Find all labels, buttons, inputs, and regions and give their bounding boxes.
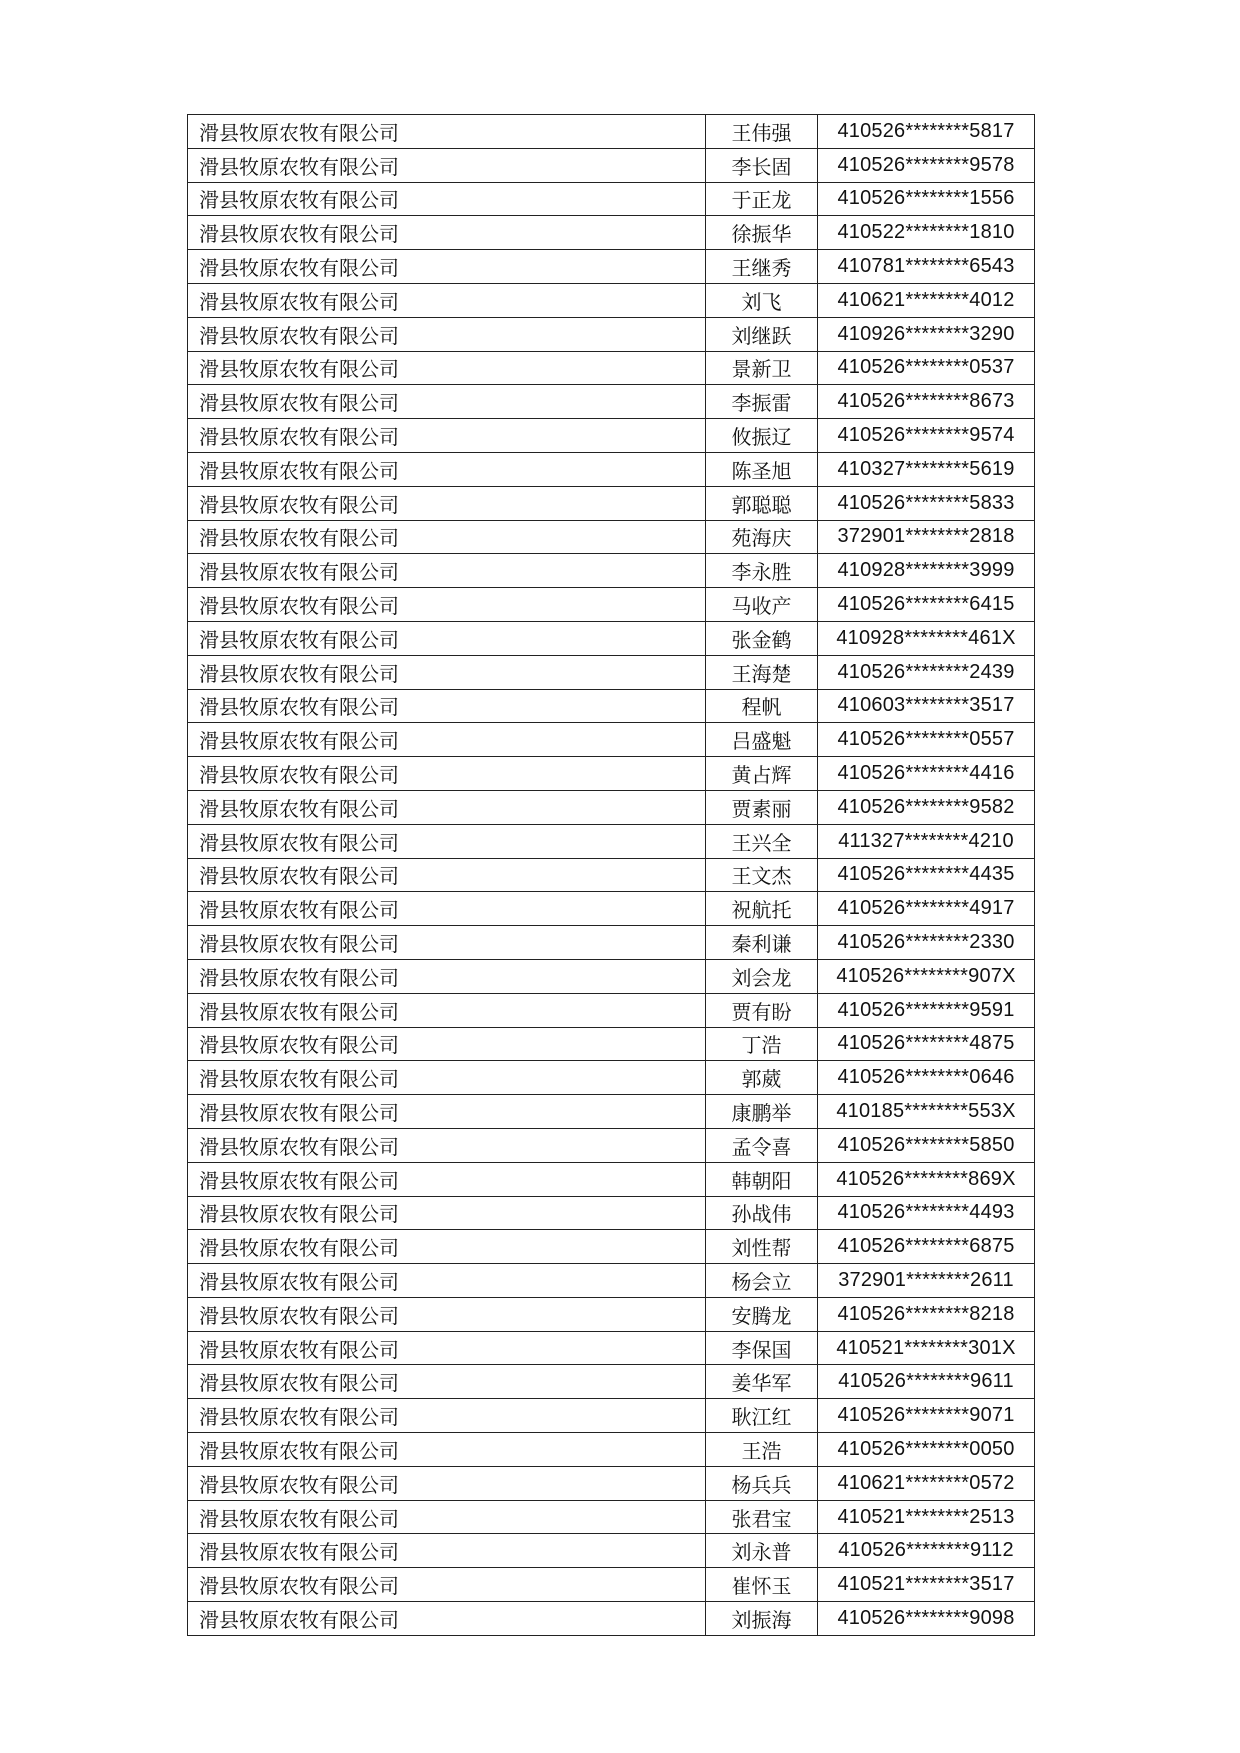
company-cell: 滑县牧原农牧有限公司 xyxy=(188,283,706,317)
company-cell: 滑县牧原农牧有限公司 xyxy=(188,1466,706,1500)
company-cell: 滑县牧原农牧有限公司 xyxy=(188,1264,706,1298)
table-row xyxy=(188,1500,1035,1534)
id-number-cell: 410526********9574 xyxy=(818,419,1035,453)
table-row xyxy=(188,182,1035,216)
company-cell: 滑县牧原农牧有限公司 xyxy=(188,1095,706,1129)
company-cell: 滑县牧原农牧有限公司 xyxy=(188,1534,706,1568)
company-cell: 滑县牧原农牧有限公司 xyxy=(188,1196,706,1230)
id-number-cell: 410526********4416 xyxy=(818,757,1035,791)
table-row xyxy=(188,790,1035,824)
id-number-cell: 410526********2330 xyxy=(818,926,1035,960)
table-row xyxy=(188,588,1035,622)
roster-table-body xyxy=(188,115,1035,1636)
company-cell: 滑县牧原农牧有限公司 xyxy=(188,351,706,385)
table-row xyxy=(188,520,1035,554)
table-row xyxy=(188,452,1035,486)
name-cell: 刘继跃 xyxy=(706,317,818,351)
name-cell: 孟令喜 xyxy=(706,1128,818,1162)
id-number-cell: 410621********0572 xyxy=(818,1466,1035,1500)
table-row xyxy=(188,148,1035,182)
company-cell: 滑县牧原农牧有限公司 xyxy=(188,554,706,588)
company-cell: 滑县牧原农牧有限公司 xyxy=(188,1365,706,1399)
name-cell: 李振雷 xyxy=(706,385,818,419)
name-cell: 贾有盼 xyxy=(706,993,818,1027)
id-number-cell: 410526********6415 xyxy=(818,588,1035,622)
name-cell: 王海楚 xyxy=(706,655,818,689)
name-cell: 刘会龙 xyxy=(706,959,818,993)
roster-table xyxy=(187,114,1035,1636)
id-number-cell: 410926********3290 xyxy=(818,317,1035,351)
company-cell: 滑县牧原农牧有限公司 xyxy=(188,1297,706,1331)
company-cell: 滑县牧原农牧有限公司 xyxy=(188,723,706,757)
company-cell: 滑县牧原农牧有限公司 xyxy=(188,419,706,453)
id-number-cell: 410526********5817 xyxy=(818,115,1035,149)
company-cell: 滑县牧原农牧有限公司 xyxy=(188,1027,706,1061)
id-number-cell: 410526********6875 xyxy=(818,1230,1035,1264)
company-cell: 滑县牧原农牧有限公司 xyxy=(188,1568,706,1602)
name-cell: 秦利谦 xyxy=(706,926,818,960)
id-number-cell: 372901********2818 xyxy=(818,520,1035,554)
name-cell: 郭聪聪 xyxy=(706,486,818,520)
id-number-cell: 410526********907X xyxy=(818,959,1035,993)
name-cell: 王浩 xyxy=(706,1433,818,1467)
company-cell: 滑县牧原农牧有限公司 xyxy=(188,1602,706,1636)
table-row xyxy=(188,1331,1035,1365)
table-row xyxy=(188,621,1035,655)
company-cell: 滑县牧原农牧有限公司 xyxy=(188,1162,706,1196)
table-row xyxy=(188,1602,1035,1636)
table-row xyxy=(188,1568,1035,1602)
id-number-cell: 410526********9582 xyxy=(818,790,1035,824)
name-cell: 景新卫 xyxy=(706,351,818,385)
company-cell: 滑县牧原农牧有限公司 xyxy=(188,892,706,926)
name-cell: 杨兵兵 xyxy=(706,1466,818,1500)
name-cell: 李长固 xyxy=(706,148,818,182)
table-row xyxy=(188,351,1035,385)
name-cell: 程帆 xyxy=(706,689,818,723)
table-row xyxy=(188,959,1035,993)
table-row xyxy=(188,1466,1035,1500)
table-row xyxy=(188,419,1035,453)
id-number-cell: 410526********9098 xyxy=(818,1602,1035,1636)
company-cell: 滑县牧原农牧有限公司 xyxy=(188,959,706,993)
name-cell: 孙战伟 xyxy=(706,1196,818,1230)
id-number-cell: 410526********5833 xyxy=(818,486,1035,520)
id-number-cell: 410526********8218 xyxy=(818,1297,1035,1331)
table-row xyxy=(188,554,1035,588)
table-row xyxy=(188,1230,1035,1264)
name-cell: 于正龙 xyxy=(706,182,818,216)
name-cell: 王伟强 xyxy=(706,115,818,149)
id-number-cell: 410526********4875 xyxy=(818,1027,1035,1061)
id-number-cell: 410526********2439 xyxy=(818,655,1035,689)
name-cell: 崔怀玉 xyxy=(706,1568,818,1602)
company-cell: 滑县牧原农牧有限公司 xyxy=(188,1433,706,1467)
table-row xyxy=(188,824,1035,858)
table-row xyxy=(188,283,1035,317)
company-cell: 滑县牧原农牧有限公司 xyxy=(188,486,706,520)
name-cell: 苑海庆 xyxy=(706,520,818,554)
name-cell: 陈圣旭 xyxy=(706,452,818,486)
company-cell: 滑县牧原农牧有限公司 xyxy=(188,588,706,622)
id-number-cell: 410603********3517 xyxy=(818,689,1035,723)
company-cell: 滑县牧原农牧有限公司 xyxy=(188,790,706,824)
name-cell: 姜华军 xyxy=(706,1365,818,1399)
table-row xyxy=(188,486,1035,520)
table-row xyxy=(188,689,1035,723)
name-cell: 祝航托 xyxy=(706,892,818,926)
company-cell: 滑县牧原农牧有限公司 xyxy=(188,757,706,791)
name-cell: 刘永普 xyxy=(706,1534,818,1568)
table-row xyxy=(188,1061,1035,1095)
company-cell: 滑县牧原农牧有限公司 xyxy=(188,1230,706,1264)
name-cell: 康鹏举 xyxy=(706,1095,818,1129)
id-number-cell: 410928********461X xyxy=(818,621,1035,655)
name-cell: 攸振辽 xyxy=(706,419,818,453)
company-cell: 滑县牧原农牧有限公司 xyxy=(188,1399,706,1433)
table-row xyxy=(188,1399,1035,1433)
id-number-cell: 410928********3999 xyxy=(818,554,1035,588)
name-cell: 刘飞 xyxy=(706,283,818,317)
table-row xyxy=(188,757,1035,791)
company-cell: 滑县牧原农牧有限公司 xyxy=(188,1128,706,1162)
name-cell: 张君宝 xyxy=(706,1500,818,1534)
table-row xyxy=(188,1534,1035,1568)
name-cell: 刘性帮 xyxy=(706,1230,818,1264)
id-number-cell: 410526********4435 xyxy=(818,858,1035,892)
company-cell: 滑县牧原农牧有限公司 xyxy=(188,520,706,554)
name-cell: 丁浩 xyxy=(706,1027,818,1061)
id-number-cell: 410526********9591 xyxy=(818,993,1035,1027)
company-cell: 滑县牧原农牧有限公司 xyxy=(188,993,706,1027)
id-number-cell: 410521********3517 xyxy=(818,1568,1035,1602)
company-cell: 滑县牧原农牧有限公司 xyxy=(188,182,706,216)
id-number-cell: 372901********2611 xyxy=(818,1264,1035,1298)
table-row xyxy=(188,317,1035,351)
table-row xyxy=(188,1027,1035,1061)
table-row xyxy=(188,1095,1035,1129)
company-cell: 滑县牧原农牧有限公司 xyxy=(188,148,706,182)
name-cell: 张金鹤 xyxy=(706,621,818,655)
company-cell: 滑县牧原农牧有限公司 xyxy=(188,655,706,689)
company-cell: 滑县牧原农牧有限公司 xyxy=(188,216,706,250)
id-number-cell: 410526********9611 xyxy=(818,1365,1035,1399)
table-row xyxy=(188,115,1035,149)
id-number-cell: 410526********0557 xyxy=(818,723,1035,757)
table-row xyxy=(188,858,1035,892)
company-cell: 滑县牧原农牧有限公司 xyxy=(188,926,706,960)
table-row xyxy=(188,1264,1035,1298)
table-row xyxy=(188,655,1035,689)
company-cell: 滑县牧原农牧有限公司 xyxy=(188,452,706,486)
name-cell: 杨会立 xyxy=(706,1264,818,1298)
table-row xyxy=(188,723,1035,757)
table-row xyxy=(188,250,1035,284)
table-row xyxy=(188,1297,1035,1331)
table-row xyxy=(188,216,1035,250)
id-number-cell: 410526********4493 xyxy=(818,1196,1035,1230)
table-row xyxy=(188,1162,1035,1196)
id-number-cell: 410526********869X xyxy=(818,1162,1035,1196)
table-row xyxy=(188,993,1035,1027)
table-row xyxy=(188,1196,1035,1230)
company-cell: 滑县牧原农牧有限公司 xyxy=(188,621,706,655)
table-row xyxy=(188,1365,1035,1399)
id-number-cell: 410526********0537 xyxy=(818,351,1035,385)
company-cell: 滑县牧原农牧有限公司 xyxy=(188,689,706,723)
id-number-cell: 410327********5619 xyxy=(818,452,1035,486)
company-cell: 滑县牧原农牧有限公司 xyxy=(188,250,706,284)
id-number-cell: 410621********4012 xyxy=(818,283,1035,317)
name-cell: 黄占辉 xyxy=(706,757,818,791)
id-number-cell: 410526********8673 xyxy=(818,385,1035,419)
company-cell: 滑县牧原农牧有限公司 xyxy=(188,385,706,419)
id-number-cell: 410521********301X xyxy=(818,1331,1035,1365)
name-cell: 王文杰 xyxy=(706,858,818,892)
name-cell: 王兴全 xyxy=(706,824,818,858)
company-cell: 滑县牧原农牧有限公司 xyxy=(188,1500,706,1534)
id-number-cell: 410521********2513 xyxy=(818,1500,1035,1534)
id-number-cell: 410526********0646 xyxy=(818,1061,1035,1095)
id-number-cell: 410526********9578 xyxy=(818,148,1035,182)
company-cell: 滑县牧原农牧有限公司 xyxy=(188,1061,706,1095)
table-row xyxy=(188,926,1035,960)
id-number-cell: 410526********4917 xyxy=(818,892,1035,926)
id-number-cell: 410526********1556 xyxy=(818,182,1035,216)
id-number-cell: 410781********6543 xyxy=(818,250,1035,284)
company-cell: 滑县牧原农牧有限公司 xyxy=(188,317,706,351)
name-cell: 贾素丽 xyxy=(706,790,818,824)
table-row xyxy=(188,385,1035,419)
name-cell: 郭葳 xyxy=(706,1061,818,1095)
name-cell: 李保国 xyxy=(706,1331,818,1365)
id-number-cell: 410185********553X xyxy=(818,1095,1035,1129)
company-cell: 滑县牧原农牧有限公司 xyxy=(188,858,706,892)
id-number-cell: 410526********0050 xyxy=(818,1433,1035,1467)
id-number-cell: 410526********5850 xyxy=(818,1128,1035,1162)
id-number-cell: 410526********9071 xyxy=(818,1399,1035,1433)
table-row xyxy=(188,892,1035,926)
name-cell: 徐振华 xyxy=(706,216,818,250)
name-cell: 刘振海 xyxy=(706,1602,818,1636)
id-number-cell: 411327********4210 xyxy=(818,824,1035,858)
name-cell: 吕盛魁 xyxy=(706,723,818,757)
id-number-cell: 410522********1810 xyxy=(818,216,1035,250)
name-cell: 耿江红 xyxy=(706,1399,818,1433)
name-cell: 安腾龙 xyxy=(706,1297,818,1331)
name-cell: 马收产 xyxy=(706,588,818,622)
table-row xyxy=(188,1128,1035,1162)
company-cell: 滑县牧原农牧有限公司 xyxy=(188,1331,706,1365)
id-number-cell: 410526********9112 xyxy=(818,1534,1035,1568)
name-cell: 王继秀 xyxy=(706,250,818,284)
name-cell: 李永胜 xyxy=(706,554,818,588)
name-cell: 韩朝阳 xyxy=(706,1162,818,1196)
company-cell: 滑县牧原农牧有限公司 xyxy=(188,824,706,858)
company-cell: 滑县牧原农牧有限公司 xyxy=(188,115,706,149)
table-row xyxy=(188,1433,1035,1467)
